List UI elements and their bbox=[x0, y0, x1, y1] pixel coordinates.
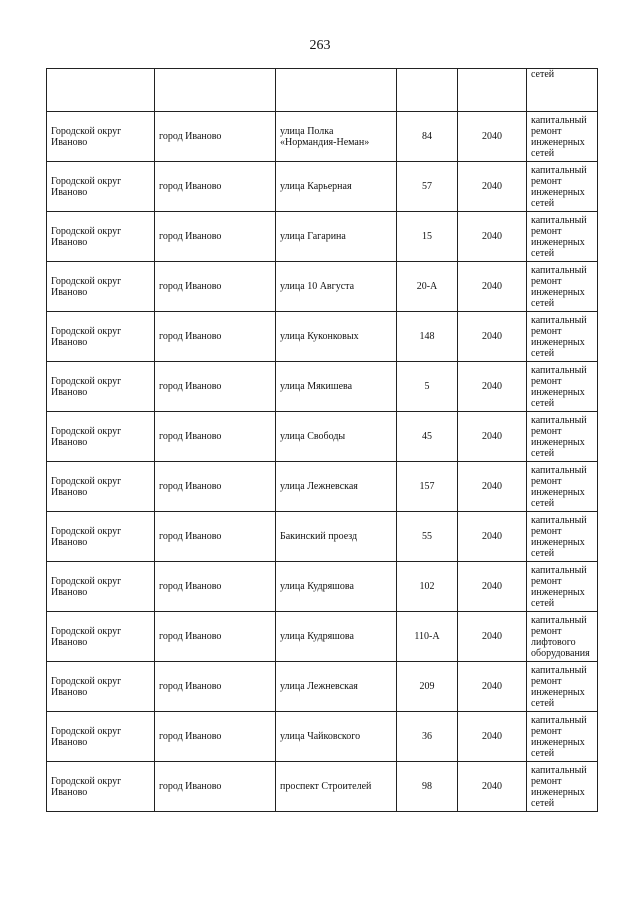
work-type-cell: капитальный ремонт инженерных сетей bbox=[527, 462, 598, 512]
registry-table-body bbox=[47, 69, 598, 812]
municipality-cell: Городской округ Иваново bbox=[47, 562, 155, 612]
year-cell: 2040 bbox=[458, 162, 527, 212]
year-cell: 2040 bbox=[458, 412, 527, 462]
page-number: 263 bbox=[309, 38, 331, 53]
year-cell: 2040 bbox=[458, 462, 527, 512]
house-cell: 36 bbox=[397, 712, 458, 762]
work-type-cell: капитальный ремонт инженерных сетей bbox=[527, 712, 598, 762]
street-cell: проспект Строителей bbox=[276, 762, 397, 812]
settlement-cell: город Иваново bbox=[155, 362, 276, 412]
municipality-cell: Городской округ Иваново bbox=[47, 212, 155, 262]
street-cell: улица Лежневская bbox=[276, 662, 397, 712]
work-type-cell: капитальный ремонт инженерных сетей bbox=[527, 562, 598, 612]
street-cell: улица Чайковского bbox=[276, 712, 397, 762]
year-cell: 2040 bbox=[458, 712, 527, 762]
settlement-cell: город Иваново bbox=[155, 312, 276, 362]
year-cell: 2040 bbox=[458, 262, 527, 312]
work-type-cell: капитальный ремонт инженерных сетей bbox=[527, 162, 598, 212]
municipality-cell bbox=[47, 69, 155, 112]
table-row bbox=[47, 762, 598, 812]
settlement-cell: город Иваново bbox=[155, 162, 276, 212]
table-row bbox=[47, 662, 598, 712]
work-type-cell: капитальный ремонт инженерных сетей bbox=[527, 662, 598, 712]
house-cell: 102 bbox=[397, 562, 458, 612]
street-cell: улица 10 Августа bbox=[276, 262, 397, 312]
house-cell: 157 bbox=[397, 462, 458, 512]
work-type-cell: капитальный ремонт инженерных сетей bbox=[527, 362, 598, 412]
work-type-cell: сетей bbox=[527, 69, 598, 112]
house-cell: 55 bbox=[397, 512, 458, 562]
settlement-cell bbox=[155, 69, 276, 112]
year-cell: 2040 bbox=[458, 662, 527, 712]
street-cell: улица Кудряшова bbox=[276, 612, 397, 662]
settlement-cell: город Иваново bbox=[155, 112, 276, 162]
municipality-cell: Городской округ Иваново bbox=[47, 612, 155, 662]
year-cell: 2040 bbox=[458, 512, 527, 562]
work-type-cell: капитальный ремонт инженерных сетей bbox=[527, 412, 598, 462]
settlement-cell: город Иваново bbox=[155, 412, 276, 462]
settlement-cell: город Иваново bbox=[155, 462, 276, 512]
table-row bbox=[47, 562, 598, 612]
registry-table bbox=[46, 68, 598, 812]
settlement-cell: город Иваново bbox=[155, 662, 276, 712]
house-cell: 45 bbox=[397, 412, 458, 462]
year-cell: 2040 bbox=[458, 762, 527, 812]
settlement-cell: город Иваново bbox=[155, 762, 276, 812]
work-type-cell: капитальный ремонт инженерных сетей bbox=[527, 112, 598, 162]
settlement-cell: город Иваново bbox=[155, 262, 276, 312]
work-type-cell: капитальный ремонт инженерных сетей bbox=[527, 262, 598, 312]
year-cell: 2040 bbox=[458, 562, 527, 612]
table-row bbox=[47, 362, 598, 412]
work-type-cell: капитальный ремонт инженерных сетей bbox=[527, 212, 598, 262]
settlement-cell: город Иваново bbox=[155, 712, 276, 762]
house-cell: 20-А bbox=[397, 262, 458, 312]
house-cell: 110-А bbox=[397, 612, 458, 662]
year-cell: 2040 bbox=[458, 112, 527, 162]
settlement-cell: город Иваново bbox=[155, 562, 276, 612]
table-row bbox=[47, 212, 598, 262]
house-cell: 98 bbox=[397, 762, 458, 812]
work-type-cell: капитальный ремонт инженерных сетей bbox=[527, 512, 598, 562]
street-cell: улица Куконковых bbox=[276, 312, 397, 362]
municipality-cell: Городской округ Иваново bbox=[47, 662, 155, 712]
house-cell: 15 bbox=[397, 212, 458, 262]
year-cell: 2040 bbox=[458, 312, 527, 362]
settlement-cell: город Иваново bbox=[155, 512, 276, 562]
table-row bbox=[47, 412, 598, 462]
street-cell: Бакинский проезд bbox=[276, 512, 397, 562]
table-row-continued bbox=[47, 69, 598, 112]
house-cell: 148 bbox=[397, 312, 458, 362]
table-row bbox=[47, 462, 598, 512]
municipality-cell: Городской округ Иваново bbox=[47, 362, 155, 412]
year-cell: 2040 bbox=[458, 362, 527, 412]
house-cell: 84 bbox=[397, 112, 458, 162]
house-cell: 209 bbox=[397, 662, 458, 712]
year-cell bbox=[458, 69, 527, 112]
street-cell: улица Карьерная bbox=[276, 162, 397, 212]
table-row bbox=[47, 312, 598, 362]
settlement-cell: город Иваново bbox=[155, 612, 276, 662]
work-type-cell: капитальный ремонт инженерных сетей bbox=[527, 312, 598, 362]
municipality-cell: Городской округ Иваново bbox=[47, 512, 155, 562]
street-cell: улица Лежневская bbox=[276, 462, 397, 512]
table-row bbox=[47, 262, 598, 312]
table-row bbox=[47, 612, 598, 662]
work-type-cell: капитальный ремонт лифтового оборудования bbox=[527, 612, 598, 662]
municipality-cell: Городской округ Иваново bbox=[47, 112, 155, 162]
street-cell: улица Гагарина bbox=[276, 212, 397, 262]
municipality-cell: Городской округ Иваново bbox=[47, 462, 155, 512]
municipality-cell: Городской округ Иваново bbox=[47, 262, 155, 312]
settlement-cell: город Иваново bbox=[155, 212, 276, 262]
year-cell: 2040 bbox=[458, 212, 527, 262]
municipality-cell: Городской округ Иваново bbox=[47, 412, 155, 462]
municipality-cell: Городской округ Иваново bbox=[47, 762, 155, 812]
table-row bbox=[47, 712, 598, 762]
street-cell: улица Полка «Нормандия-Неман» bbox=[276, 112, 397, 162]
table-row bbox=[47, 112, 598, 162]
municipality-cell: Городской округ Иваново bbox=[47, 712, 155, 762]
house-cell bbox=[397, 69, 458, 112]
municipality-cell: Городской округ Иваново bbox=[47, 162, 155, 212]
street-cell: улица Мякишева bbox=[276, 362, 397, 412]
house-cell: 5 bbox=[397, 362, 458, 412]
street-cell: улица Кудряшова bbox=[276, 562, 397, 612]
municipality-cell: Городской округ Иваново bbox=[47, 312, 155, 362]
street-cell: улица Свободы bbox=[276, 412, 397, 462]
table-row bbox=[47, 512, 598, 562]
table-row bbox=[47, 162, 598, 212]
year-cell: 2040 bbox=[458, 612, 527, 662]
house-cell: 57 bbox=[397, 162, 458, 212]
street-cell bbox=[276, 69, 397, 112]
work-type-cell: капитальный ремонт инженерных сетей bbox=[527, 762, 598, 812]
